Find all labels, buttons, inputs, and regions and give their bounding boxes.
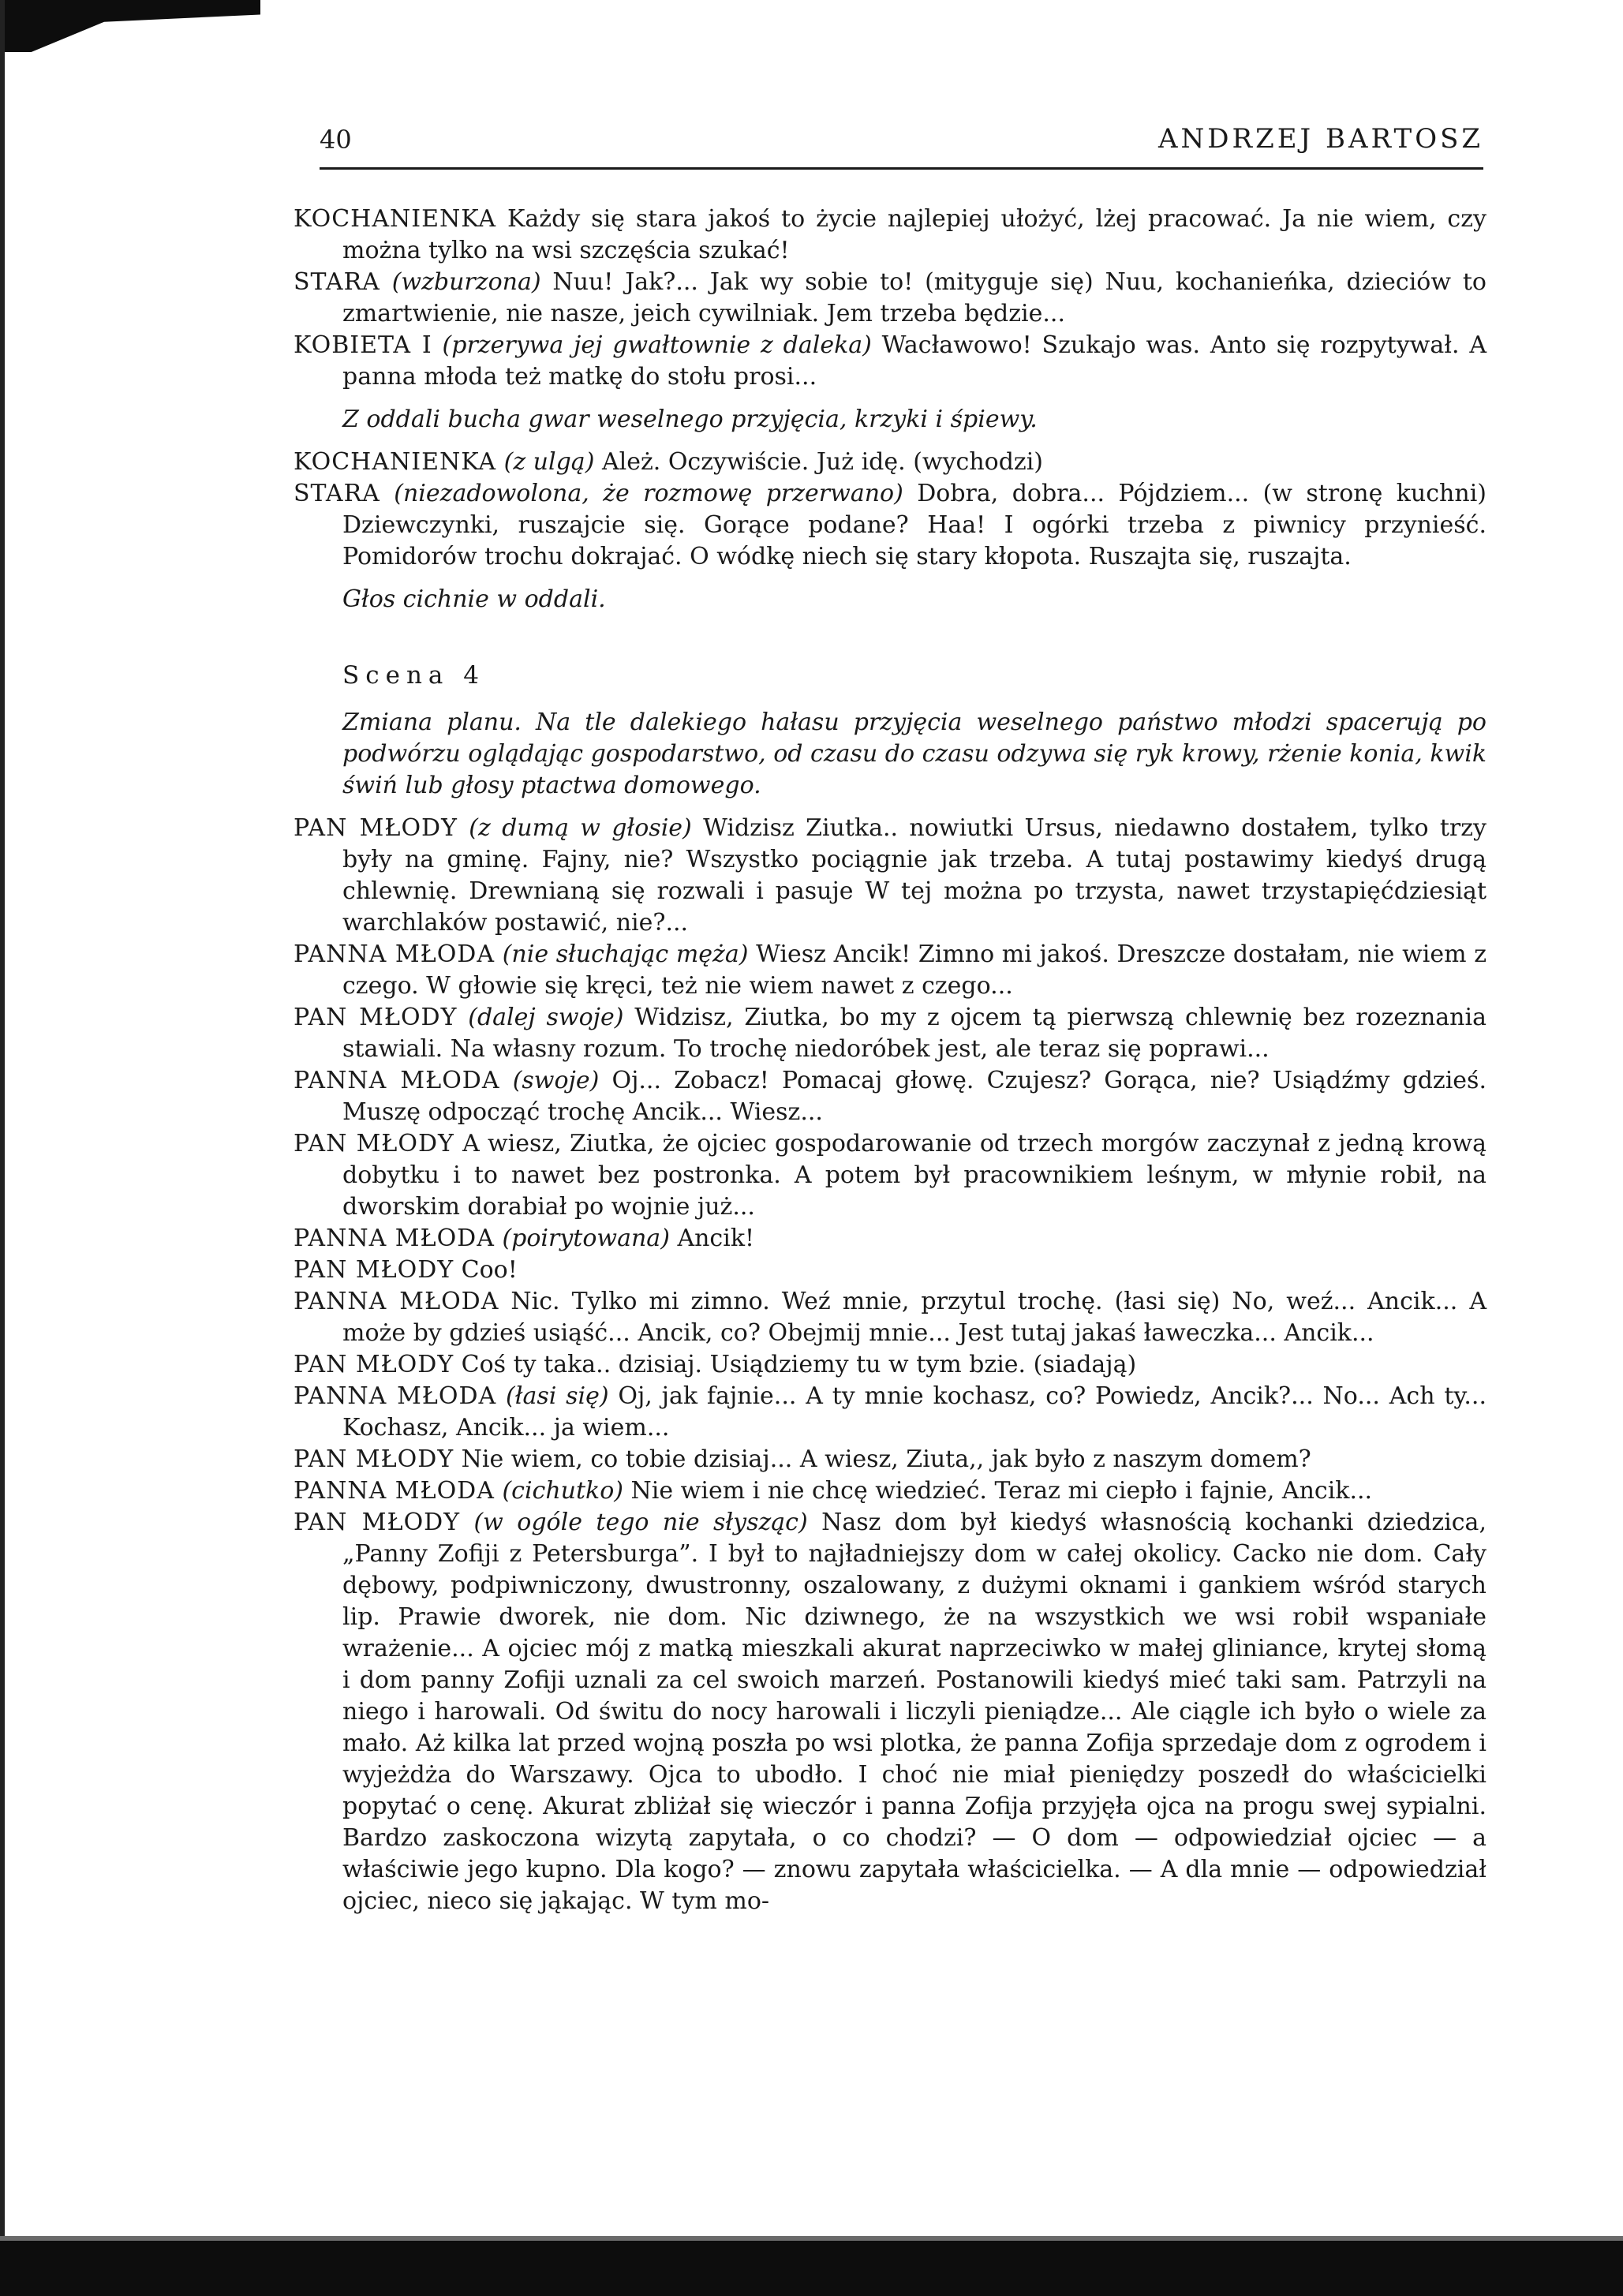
- dialogue-text: Nuu! Jak?... Jak wy sobie to! (mityguje się) Nuu, kochanieńka, dzieciów to zmartwienie, nie nasze, jeich cywilniak. Jem trzeba będzie...: [342, 268, 1487, 327]
- dialogue-line: [294, 939, 1487, 1002]
- speaker-name: STARA: [294, 480, 380, 507]
- dialogue-line: [294, 1349, 1487, 1381]
- dialogue-text: Ależ. Oczywiście. Już idę. (wychodzi): [594, 448, 1044, 476]
- dialogue-line: [294, 1223, 1487, 1255]
- speaker-name: KOBIETA I: [294, 331, 432, 359]
- speaker-name: PANNA MŁODA: [294, 940, 496, 968]
- stage-direction: (wzburzona): [391, 268, 541, 296]
- speaker-name: PAN MŁODY: [294, 1351, 454, 1378]
- dialogue-text: Widzisz, Ziutka, bo my z ojcem tą pierwszą chlewnię bez rozeznania stawiali. Na własny rozum. To trochę niedoróbek jest, ale teraz się poprawi...: [342, 1004, 1487, 1063]
- dialogue-text: Oj... Zobacz! Pomacaj głowę. Czujesz? Gorąca, nie? Usiądźmy gdzieś. Muszę odpocząć trochę Ancik... Wiesz...: [342, 1067, 1487, 1126]
- dialogue-line: [294, 1255, 1487, 1286]
- running-head: ANDRZEJ BARTOSZ: [1157, 123, 1483, 155]
- speaker-name: PAN MŁODY: [294, 1256, 454, 1284]
- stage-direction: (w ogóle tego nie słysząc): [473, 1509, 808, 1536]
- scene-heading: Scena 4: [342, 661, 485, 690]
- stage-direction: (z dumą w głosie): [469, 814, 692, 842]
- dialogue-line: [294, 204, 1487, 267]
- stage-direction: (z ulgą): [503, 448, 595, 476]
- scan-corner-shadow: [0, 0, 260, 52]
- dialogue-text: Coś ty taka.. dzisiaj. Usiądziemy tu w tym bzie. (siadają): [454, 1351, 1137, 1378]
- header-rule: [320, 167, 1483, 170]
- dialogue-line: [294, 1002, 1487, 1065]
- speaker-name: STARA: [294, 268, 380, 296]
- dialogue-line: [294, 1475, 1487, 1507]
- stage-note: Z oddali bucha gwar weselnego przyjęcia, krzyki i śpiewy.: [342, 406, 1038, 433]
- speaker-name: PAN MŁODY: [294, 1004, 458, 1031]
- page-number: 40: [320, 125, 352, 155]
- page-header: [320, 117, 1483, 161]
- dialogue-text: Nasz dom był kiedyś własnością kochanki dziedzica, „Panny Zofiji z Petersburga”. I był to najładniejszy dom w całej okolicy. Cacko nie dom. Cały dębowy, podpiwniczony, dwustronny, oszalowany, z dużymi oknami i gankiem wśród starych lip. Prawie dworek, nie dom. Nic dziwnego, że na wszystkich we wsi robił wspaniałe wrażenie... A ojciec mój z matką mieszkali akurat naprzeciwko w małej gliniance, krytej słomą i dom panny Zofiji uznali za cel swoich marzeń. Postanowili kiedyś mieć taki sam. Patrzyli na niego i harowali. Od świtu do nocy harowali i liczyli pieniądze... Ale ciągle ich było o wiele za mało. Aż kilka lat przed wojną poszła po wsi plotka, że panna Zofija sprzedaje dom z ogrodem i wyjeżdża do Warszawy. Ojca to ubodło. I choć nie miał pieniędzy poszedł do właścicielki popytać o cenę. Akurat zbliżał się wieczór i panna Zofija przyjęła ojca na progu swej sypialni. Bardzo zaskoczona wizytą zapytała, o co chodzi? — O dom — odpowiedział ojciec — a właściwie jego kupno. Dla kogo? — znowu zapytała właścicielka. — A dla mnie — odpowiedział ojciec, nieco się jąkając. W tym mo-: [342, 1509, 1487, 1915]
- speaker-name: PANNA MŁODA: [294, 1382, 497, 1410]
- speaker-name: PANNA MŁODA: [294, 1288, 499, 1315]
- stage-direction: (łasi się): [506, 1382, 609, 1410]
- dialogue-text: Coo!: [454, 1256, 518, 1284]
- speaker-name: PAN MŁODY: [294, 1509, 461, 1536]
- speaker-name: PANNA MŁODA: [294, 1067, 500, 1094]
- dialogue-line: [294, 267, 1487, 330]
- speaker-name: PAN MŁODY: [294, 1445, 454, 1473]
- stage-direction: (poirytowana): [502, 1225, 670, 1252]
- dialogue-text: Dobra, dobra... Pójdziem... (w stronę kuchni) Dziewczynki, ruszajcie się. Gorące podane? Haa! I ogórki trzeba z piwnicy przynieść. Pomidorów trochu dokrajać. O wódkę niech się stary kłopota. Ruszajta się, ruszajta.: [342, 480, 1487, 570]
- dialogue-text: Nie wiem, co tobie dzisiaj... A wiesz, Ziuta,, jak było z naszym domem?: [454, 1445, 1311, 1473]
- dialogue-text: A wiesz, Ziutka, że ojciec gospodarowanie od trzech morgów zaczynał z jedną krową dobytku i to nawet bez postronka. A potem był pracownikiem leśnym, w młynie robił, na dworskim dorabiał po wojnie już...: [342, 1130, 1487, 1221]
- dialogue-text: Nic. Tylko mi zimno. Weź mnie, przytul trochę. (łasi się) No, weź... Ancik... A może by gdzieś usiąść... Ancik, co? Obejmij mnie... Jest tutaj jakaś ławeczka... Ancik...: [342, 1288, 1487, 1347]
- dialogue-text: Ancik!: [669, 1225, 755, 1252]
- stage-direction: (swoje): [512, 1067, 600, 1094]
- scan-bottom-edge: [0, 2241, 1623, 2296]
- dialogue-text: Widzisz Ziutka.. nowiutki Ursus, niedawno dostałem, tylko trzy były na gminę. Fajny, nie? Wszystko pociągnie jak trzeba. A tutaj postawimy kiedyś drugą chlewnię. Drewnianą się rozwali i pasuje W tej można po trzysta, nawet trzystapięćdziesiąt warchlaków postawić, nie?...: [342, 814, 1487, 937]
- stage-note: Głos cichnie w oddali.: [342, 585, 606, 613]
- dialogue-line: [294, 1507, 1487, 1917]
- stage-direction: (dalej swoje): [468, 1004, 624, 1031]
- scan-left-edge: [0, 0, 5, 2296]
- speaker-name: KOCHANIENKA: [294, 205, 497, 233]
- speaker-name: PANNA MŁODA: [294, 1225, 495, 1252]
- dialogue-text: Każdy się stara jakoś to życie najlepiej ułożyć, lżej pracować. Ja nie wiem, czy można tylko na wsi szczęścia szukać!: [342, 205, 1487, 264]
- dialogue-line: [294, 1065, 1487, 1128]
- stage-direction: (przerywa jej gwałtownie z daleka): [442, 331, 872, 359]
- stage-note: Zmiana planu. Na tle dalekiego hałasu przyjęcia weselnego państwo młodzi spacerują po podwórzu oglądając gospodarstwo, od czasu do czasu odzywa się ryk krowy, rżenie konia, kwik świń lub głosy ptactwa domowego.: [342, 709, 1487, 799]
- dialogue-line: [294, 447, 1487, 478]
- dialogue-text: Wacławowo! Szukajo was. Anto się rozpytywał. A panna młoda też matkę do stołu prosi...: [342, 331, 1487, 391]
- dialogue-text: Wiesz Ancik! Zimno mi jakoś. Dreszcze dostałam, nie wiem z czego. W głowie się kręci, też nie wiem nawet z czego...: [342, 940, 1487, 1000]
- dialogue-line: [294, 1444, 1487, 1475]
- stage-direction: (niezadowolona, że rozmowę przerwano): [394, 480, 903, 507]
- speaker-name: PAN MŁODY: [294, 1130, 454, 1157]
- dialogue-line: [294, 1286, 1487, 1349]
- dialogue-line: [294, 1381, 1487, 1444]
- dialogue-line: [294, 330, 1487, 393]
- speaker-name: PANNA MŁODA: [294, 1477, 495, 1505]
- dialogue-line: [294, 478, 1487, 573]
- dialogue-text: Nie wiem i nie chcę wiedzieć. Teraz mi ciepło i fajnie, Ancik...: [623, 1477, 1373, 1505]
- dialogue-line: [294, 813, 1487, 939]
- dialogue-line: [294, 1128, 1487, 1223]
- speaker-name: KOCHANIENKA: [294, 448, 497, 476]
- page-body: [294, 204, 1487, 1917]
- stage-direction: (cichutko): [502, 1477, 623, 1505]
- stage-direction: (nie słuchając męża): [502, 940, 749, 968]
- dialogue-text: Oj, jak fajnie... A ty mnie kochasz, co? Powiedz, Ancik?... No... Ach ty... Kochasz, Ancik... ja wiem...: [342, 1382, 1487, 1442]
- speaker-name: PAN MŁODY: [294, 814, 458, 842]
